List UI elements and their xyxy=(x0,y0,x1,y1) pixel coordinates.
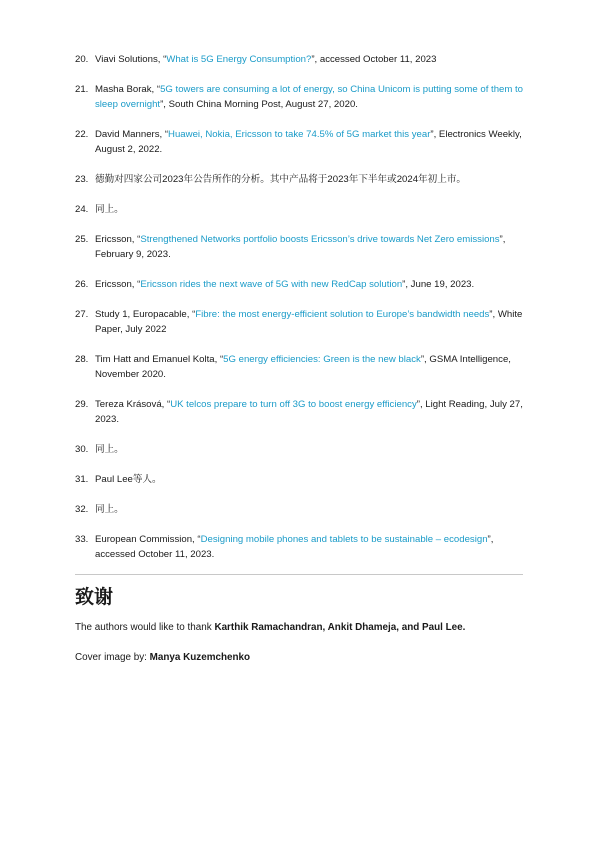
endnote-citation-source: ”, GSMA Intelligence, November 2020. xyxy=(95,354,511,380)
endnote-citation-source: ”, accessed October 11, 2023. xyxy=(95,534,494,560)
endnote-number: 31. xyxy=(75,474,89,485)
endnote-number: 30. xyxy=(75,444,89,455)
endnote-citation-text: Ericsson, “ xyxy=(95,234,141,245)
endnote-link[interactable]: 5G energy efficiencies: Green is the new black xyxy=(223,354,421,365)
acknowledgements-prefix: The authors would like to thank xyxy=(75,622,215,633)
endnote-item xyxy=(75,532,527,562)
acknowledged-names: Karthik Ramachandran, Ankit Dhameja, and Paul Lee. xyxy=(214,622,466,633)
endnote-text xyxy=(95,307,527,337)
endnote-link[interactable]: Designing mobile phones and tablets to be sustainable – ecodesign xyxy=(200,534,488,545)
endnote-item xyxy=(75,232,527,262)
endnote-citation-source: ”, Electronics Weekly, August 2, 2022. xyxy=(95,129,522,155)
endnote-link[interactable]: 5G towers are consuming a lot of energy, so China Unicom is putting some of them to sleep overnight xyxy=(95,84,524,110)
endnote-text xyxy=(95,82,527,112)
cover-credit xyxy=(75,650,250,665)
endnote-text xyxy=(95,277,527,292)
endnote-item xyxy=(75,172,527,187)
endnote-citation-text: David Manners, “ xyxy=(95,129,169,140)
endnote-item xyxy=(75,307,527,337)
section-divider xyxy=(75,574,523,575)
endnote-citation-text: 同上。 xyxy=(95,444,124,455)
endnote-link[interactable]: Huawei, Nokia, Ericsson to take 74.5% of 5G market this year xyxy=(168,129,431,140)
endnote-number: 27. xyxy=(75,309,89,320)
endnote-link[interactable]: Fibre: the most energy-efficient solution to Europe’s bandwidth needs xyxy=(195,309,490,320)
endnote-text xyxy=(95,202,527,217)
endnote-citation-text: Paul Lee等人。 xyxy=(95,474,162,485)
endnote-link[interactable]: Strengthened Networks portfolio boosts Ericsson’s drive towards Net Zero emissions xyxy=(140,234,500,245)
endnote-item xyxy=(75,277,527,292)
endnote-citation-text: 同上。 xyxy=(95,504,124,515)
endnote-text xyxy=(95,532,527,562)
endnote-citation-text: Viavi Solutions, “ xyxy=(95,54,167,65)
endnote-item xyxy=(75,82,527,112)
endnote-citation-source: ”, accessed October 11, 2023 xyxy=(311,54,437,65)
endnote-text xyxy=(95,52,527,67)
endnote-item xyxy=(75,397,527,427)
endnote-number: 22. xyxy=(75,129,89,140)
endnote-item xyxy=(75,502,527,517)
endnotes-list xyxy=(75,52,527,577)
endnote-text xyxy=(95,442,527,457)
endnote-text xyxy=(95,397,527,427)
endnote-item xyxy=(75,352,527,382)
endnote-citation-text: Tim Hatt and Emanuel Kolta, “ xyxy=(95,354,224,365)
endnote-item xyxy=(75,52,527,67)
endnote-item xyxy=(75,472,527,487)
endnote-item xyxy=(75,442,527,457)
endnote-number: 33. xyxy=(75,534,89,545)
endnote-citation-text: European Commission, “ xyxy=(95,534,201,545)
endnote-citation-text: Tereza Krásová, “ xyxy=(95,399,171,410)
acknowledgements-title: 致谢 xyxy=(75,586,114,608)
endnote-number: 20. xyxy=(75,54,89,65)
endnote-citation-source: ”, June 19, 2023. xyxy=(402,279,475,290)
endnote-number: 28. xyxy=(75,354,89,365)
endnote-citation-text: Ericsson, “ xyxy=(95,279,141,290)
endnote-text xyxy=(95,172,527,187)
endnote-item xyxy=(75,202,527,217)
endnote-citation-text: 同上。 xyxy=(95,204,124,215)
endnote-number: 21. xyxy=(75,84,89,95)
endnote-citation-source: ”, White Paper, July 2022 xyxy=(95,309,523,335)
endnote-text xyxy=(95,232,527,262)
endnote-number: 24. xyxy=(75,204,89,215)
endnote-link[interactable]: What is 5G Energy Consumption? xyxy=(166,54,312,65)
endnote-text xyxy=(95,352,527,382)
endnote-citation-text: Study 1, Europacable, “ xyxy=(95,309,196,320)
endnote-citation-text: 德勤对四家公司2023年公告所作的分析。其中产品将于2023年下半年或2024年初上市。 xyxy=(95,174,467,185)
cover-credit-prefix: Cover image by: xyxy=(75,652,150,663)
endnote-citation-source: ”, South China Morning Post, August 27, 2020. xyxy=(160,99,358,110)
endnote-link[interactable]: Ericsson rides the next wave of 5G with new RedCap solution xyxy=(140,279,403,290)
endnote-citation-source: ”, February 9, 2023. xyxy=(95,234,506,260)
endnote-number: 23. xyxy=(75,174,89,185)
endnote-text xyxy=(95,472,527,487)
endnote-number: 26. xyxy=(75,279,89,290)
endnote-number: 25. xyxy=(75,234,89,245)
cover-credit-name: Manya Kuzemchenko xyxy=(149,652,251,663)
endnote-text xyxy=(95,127,527,157)
endnote-number: 29. xyxy=(75,399,89,410)
endnote-citation-source: ”, Light Reading, July 27, 2023. xyxy=(95,399,523,425)
endnote-number: 32. xyxy=(75,504,89,515)
acknowledgements-text xyxy=(75,620,535,635)
endnote-item xyxy=(75,127,527,157)
endnote-citation-text: Masha Borak, “ xyxy=(95,84,161,95)
endnote-link[interactable]: UK telcos prepare to turn off 3G to boost energy efficiency xyxy=(170,399,417,410)
endnote-text xyxy=(95,502,527,517)
